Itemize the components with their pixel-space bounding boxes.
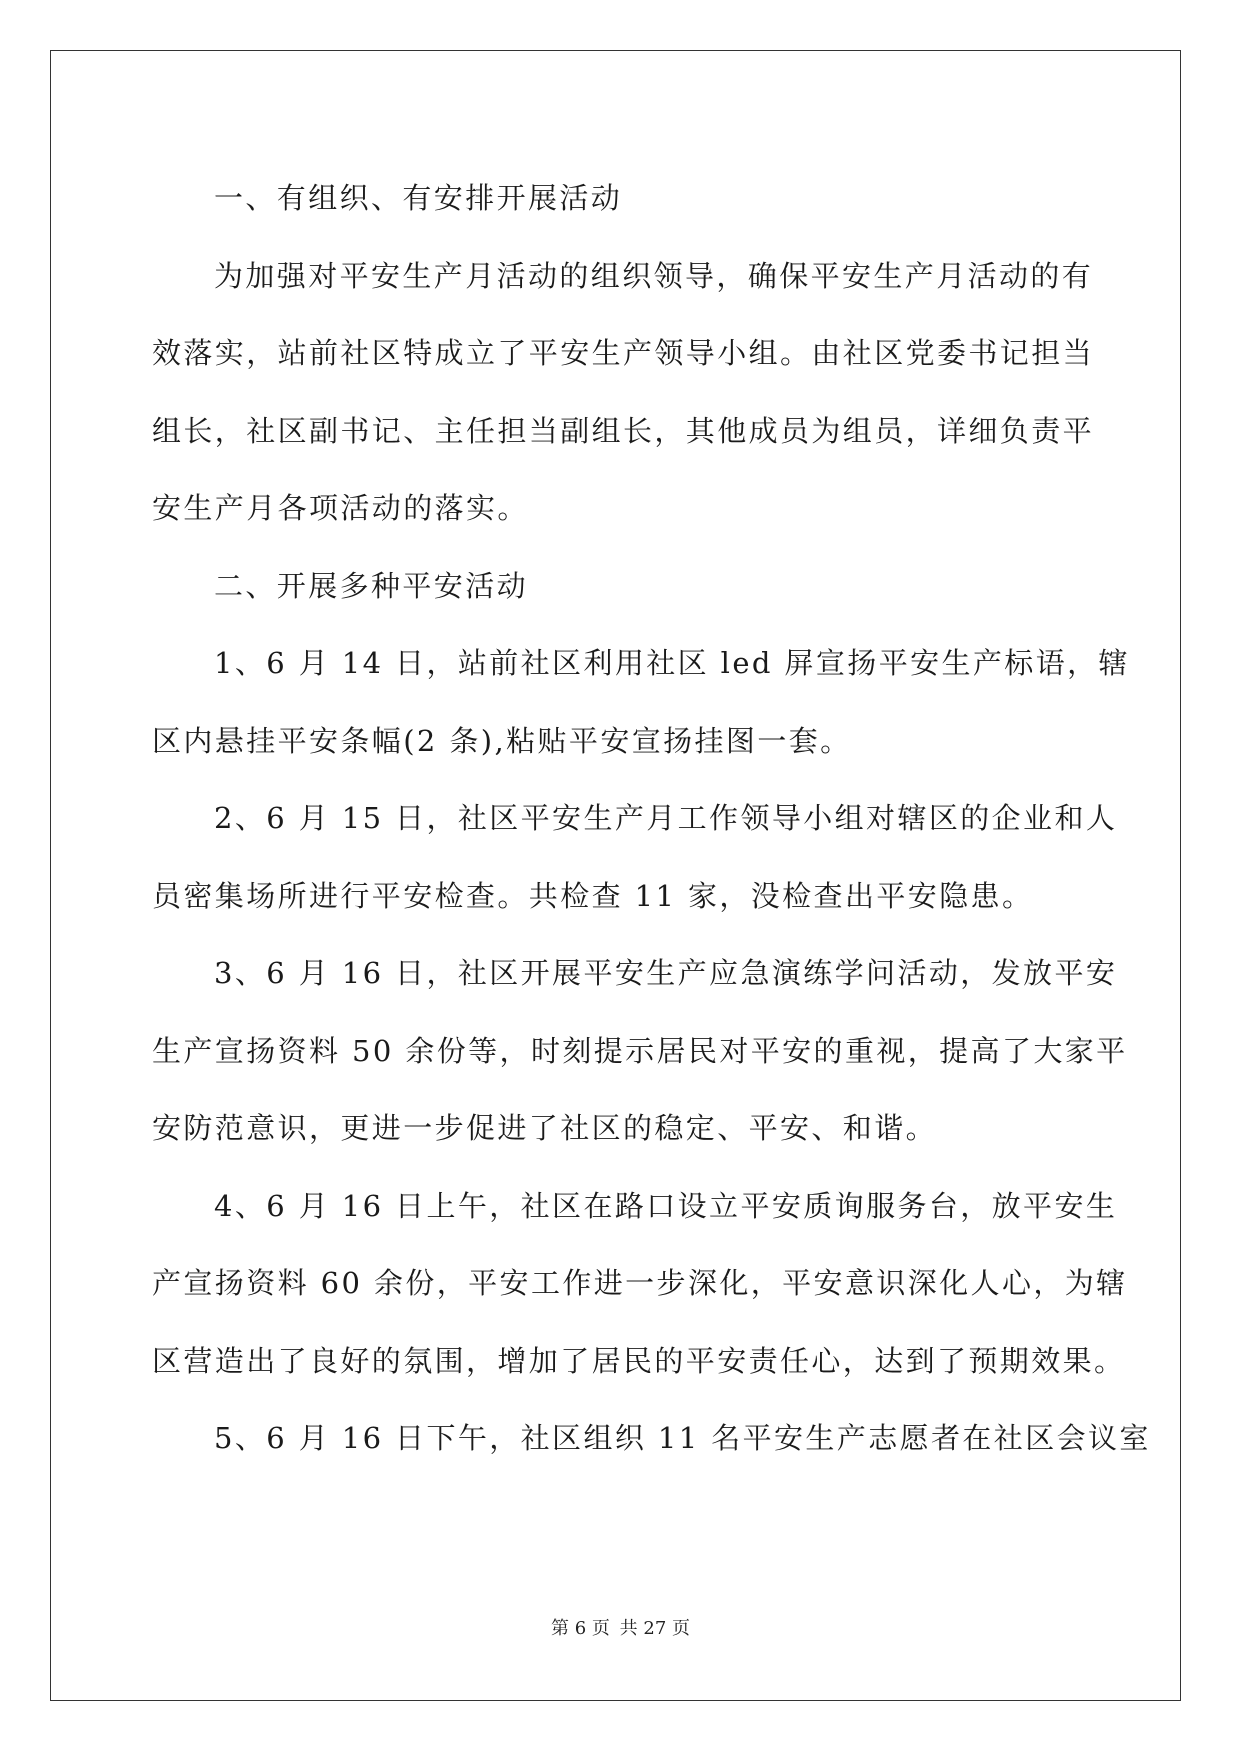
paragraph-line: 5、6 月 16 日下午，社区组织 11 名平安生产志愿者在社区会议室	[214, 1421, 1151, 1455]
paragraph-line: 安防范意识，更进一步促进了社区的稳定、平安、和谐。	[152, 1111, 938, 1145]
paragraph-line: 为加强对平安生产月活动的组织领导，确保平安生产月活动的有	[214, 258, 1094, 293]
paragraph-line: 安生产月各项活动的落实。	[152, 491, 529, 525]
paragraph-line: 1、6 月 14 日，站前社区利用社区 led 屏宣扬平安生产标语，辖	[214, 646, 1130, 680]
page-number: 第 6 页	[551, 1618, 610, 1639]
paragraph-line: 区营造出了良好的氛围，增加了居民的平安责任心，达到了预期效果。	[152, 1343, 1126, 1378]
document-body	[152, 160, 1151, 1478]
section-heading-2: 二、开展多种平安活动	[214, 568, 529, 603]
paragraph-line: 组长，社区副书记、主任担当副组长，其他成员为组员，详细负责平	[152, 413, 1095, 448]
paragraph-line: 效落实，站前社区特成立了平安生产领导小组。由社区党委书记担当	[152, 336, 1095, 370]
page-footer	[0, 1614, 1241, 1640]
section-heading-1: 一、有组织、有安排开展活动	[214, 181, 623, 215]
paragraph-line: 2、6 月 15 日，社区平安生产月工作领导小组对辖区的企业和人	[214, 801, 1118, 835]
paragraph-line: 生产宣扬资料 50 余份等，时刻提示居民对平安的重视，提高了大家平	[152, 1033, 1128, 1068]
paragraph-line: 区内悬挂平安条幅(2 条),粘贴平安宣扬挂图一套。	[152, 723, 852, 758]
paragraph-line: 产宣扬资料 60 余份，平安工作进一步深化，平安意识深化人心，为辖	[152, 1266, 1128, 1300]
page-total: 共 27 页	[619, 1618, 690, 1639]
paragraph-line: 4、6 月 16 日上午，社区在路口设立平安质询服务台，放平安生	[214, 1188, 1118, 1223]
paragraph-line: 3、6 月 16 日，社区开展平安生产应急演练学问活动，发放平安	[214, 956, 1118, 990]
paragraph-line: 员密集场所进行平安检查。共检查 11 家，没检查出平安隐患。	[152, 878, 1034, 913]
